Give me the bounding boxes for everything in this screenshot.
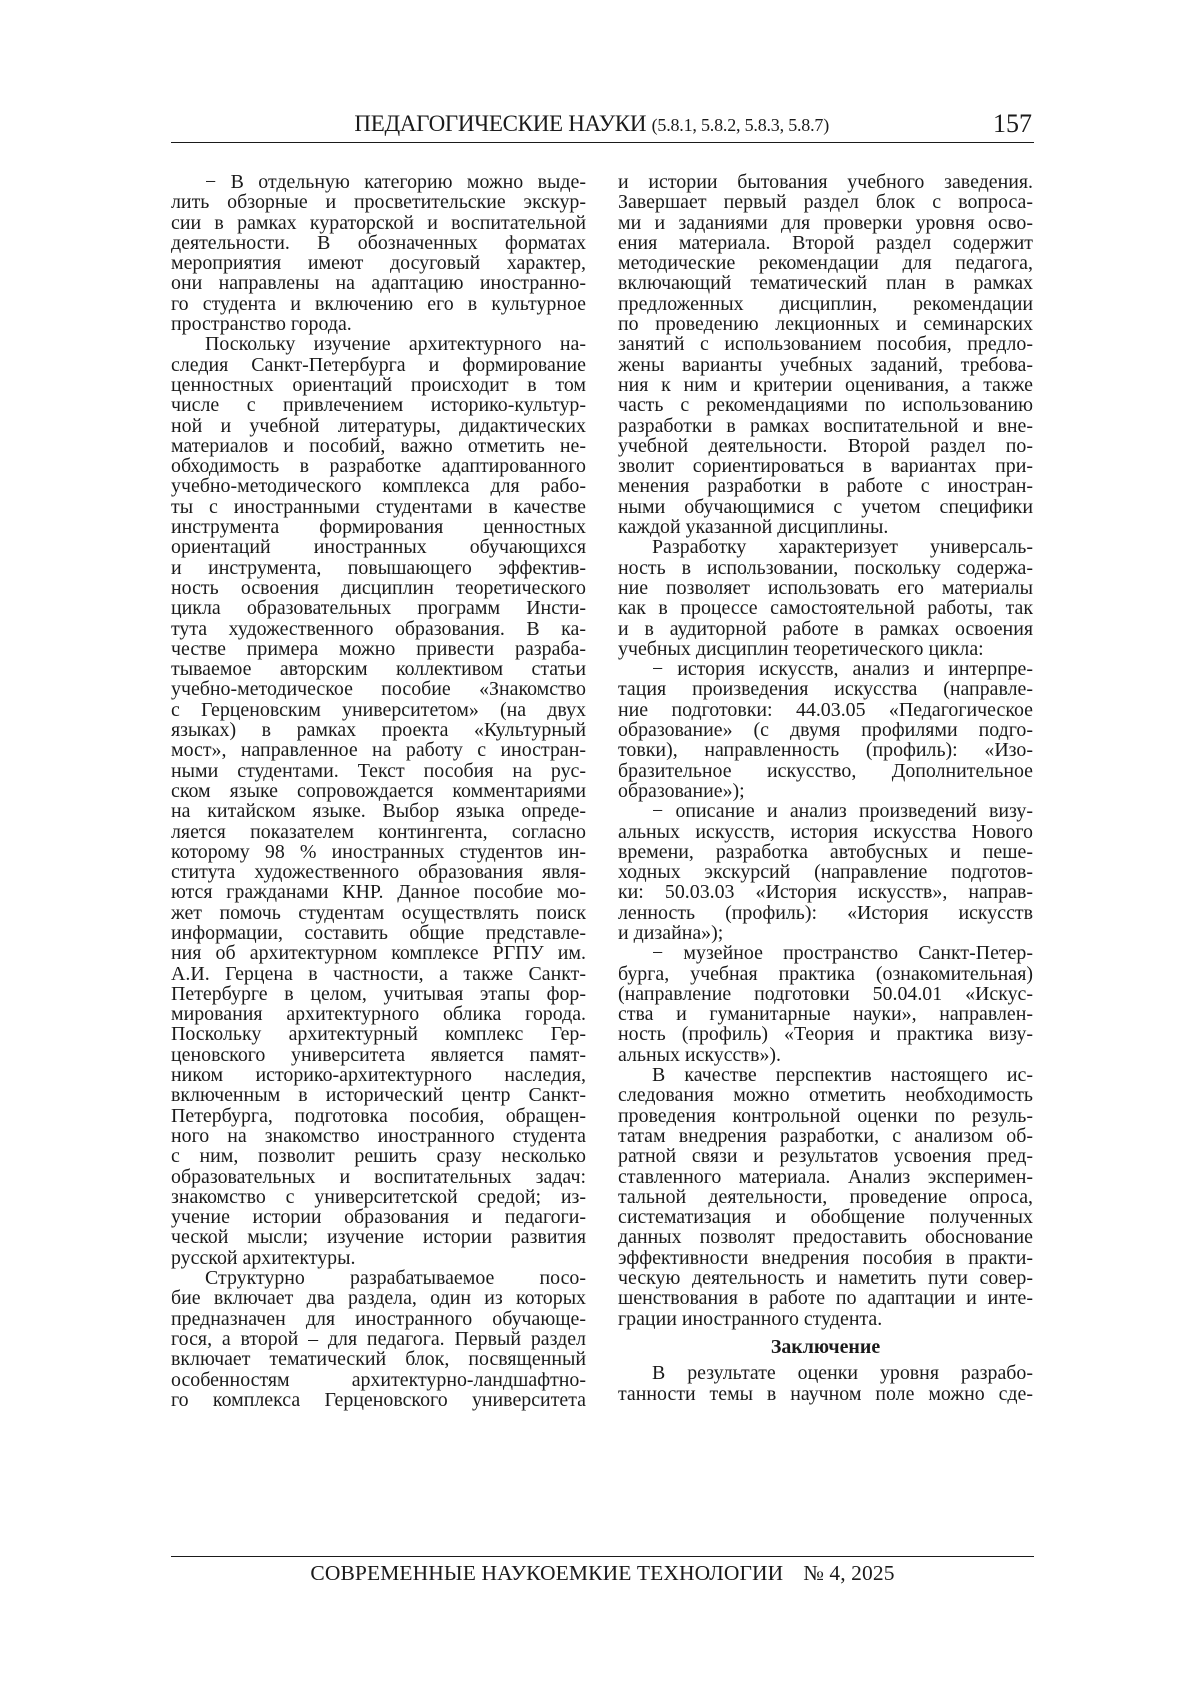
text-line: − описание и анализ произведений визу- — [652, 800, 1033, 823]
text-line: включает тематический блок, посвященный — [171, 1348, 586, 1371]
text-line: ты с иностранными студентами в качестве — [171, 495, 586, 518]
text-line: ском языке сопровождается комментариями — [171, 779, 586, 802]
text-line: Поскольку архитектурный комплекс Гер- — [171, 1023, 586, 1046]
text-line: А.И. Герцена в частности, а также Санкт- — [171, 962, 586, 985]
paragraph — [618, 659, 1033, 801]
header-section-codes: (5.8.1, 5.8.2, 5.8.3, 5.8.7) — [651, 115, 829, 135]
text-line: образование»); — [618, 779, 745, 802]
text-line: языках) в рамках проекта «Культурный — [171, 719, 586, 742]
text-line: занятий с использованием пособия, предло- — [618, 333, 1033, 356]
text-line: деятельности. В обозначенных форматах — [171, 231, 586, 254]
text-line: ность освоения дисциплин теоретического — [171, 576, 586, 599]
text-line: знакомство с университетской средой; из- — [171, 1185, 586, 1208]
text-line: ность в использовании, поскольку содержа- — [618, 556, 1033, 579]
text-line: альных искусств, история искусства Нового — [618, 820, 1033, 843]
text-line: ми и заданиями для проверки уровня осво- — [618, 211, 1033, 234]
text-line: бразительное искусство, Дополнительное — [618, 759, 1033, 782]
text-line: ки: 50.03.03 «История искусств», направ- — [618, 881, 1033, 904]
text-line: грации иностранного студента. — [618, 1307, 883, 1330]
text-line: на китайском языке. Выбор языка опреде- — [171, 800, 586, 823]
text-line: и в аудиторной работе в рамках освоения — [618, 617, 1033, 640]
text-line: − В отдельную категорию можно выде- — [205, 171, 586, 193]
footer-issue-number: № 4, 2025 — [803, 1561, 895, 1585]
text-line: Поскольку изучение архитектурного на- — [205, 333, 586, 356]
text-line: включенным в исторический центр Санкт- — [171, 1084, 586, 1107]
text-line: данных позволят предоставить обоснование — [618, 1226, 1033, 1249]
page-number: 157 — [993, 109, 1032, 138]
text-line: которому 98 % иностранных студентов ин- — [171, 840, 586, 863]
text-line: часть с рекомендациями по использованию — [618, 394, 1033, 417]
text-line: ходных экскурсий (направление подготов- — [618, 861, 1033, 884]
text-line: ние позволяет использовать его материалы — [618, 576, 1033, 599]
text-line: ства и гуманитарные науки», направлен- — [618, 1003, 1033, 1026]
text-line: ценностных ориентаций происходит в том — [171, 373, 586, 396]
text-line: и дизайна»); — [618, 921, 724, 944]
text-line: ценовского университета является памят- — [171, 1043, 586, 1066]
text-line: обходимость в разработке адаптированного — [171, 455, 586, 478]
text-line: ляется показателем контингента, согласно — [171, 820, 586, 843]
text-line: В качестве перспектив настоящего ис- — [652, 1064, 1033, 1087]
paragraph — [618, 801, 1033, 943]
text-line: мирования архитектурного облика города. — [171, 1003, 586, 1026]
text-line: информации, составить общие представле- — [171, 921, 586, 944]
text-line: эффективности внедрения пособия в практи- — [618, 1246, 1033, 1269]
text-line: Петербурга, подготовка пособия, обращен- — [171, 1104, 586, 1127]
text-line: с Герценовским университетом» (на двух — [171, 698, 586, 721]
text-line: цикла образовательных программ Инсти- — [171, 597, 586, 620]
text-line: альных искусств»). — [618, 1043, 782, 1066]
text-line: лить обзорные и просветительские экскур- — [171, 191, 586, 214]
text-line: ются гражданами КНР. Данное пособие мо- — [171, 881, 586, 904]
paragraph — [618, 943, 1033, 1065]
text-line: предложенных дисциплин, рекомендации — [618, 292, 1033, 315]
text-line: шенствования в работе по адаптации и инте- — [618, 1287, 1033, 1310]
text-line: ного на знакомство иностранного студента — [171, 1124, 586, 1147]
text-line: бие включает два раздела, один из которых — [171, 1287, 586, 1310]
text-line: времени, разработка автобусных и пеше- — [618, 840, 1033, 863]
text-line: методические рекомендации для педагога, — [618, 252, 1033, 275]
text-line: Петербурге в целом, учитывая этапы фор- — [171, 982, 586, 1005]
text-line: − история искусств, анализ и интерпре- — [652, 658, 1033, 681]
paragraph — [618, 1065, 1033, 1329]
text-line: товки), направленность (профиль): «Изо- — [618, 739, 1033, 762]
text-line: ние подготовки: 44.03.05 «Педагогическое — [618, 698, 1033, 721]
text-line: ния к ним и критерии оценивания, а также — [618, 373, 1033, 396]
text-line: честве примера можно привести разраба- — [171, 637, 586, 660]
text-line: бурга, учебная практика (ознакомительная) — [618, 962, 1033, 985]
text-line: мероприятия имеют досуговый характер, — [171, 252, 586, 275]
text-line: по проведению лекционных и семинарских — [618, 313, 1033, 336]
text-line: русской архитектуры. — [171, 1246, 356, 1269]
text-line: систематизация и обобщение полученных — [618, 1206, 1033, 1229]
text-line: ческую деятельность и наметить пути совер- — [618, 1267, 1033, 1290]
text-line: учебных дисциплин теоретического цикла: — [618, 637, 984, 660]
text-line: мост», направленное на работу с иностран- — [171, 739, 586, 762]
text-line: ратной связи и результатов усвоения пред- — [618, 1145, 1033, 1168]
text-line: тация произведения искусства (направле- — [618, 678, 1033, 701]
text-line: как в процессе самостоятельной работы, так — [618, 597, 1033, 620]
text-line: ния об архитектурном комплексе РГПУ им. — [171, 942, 586, 965]
running-header — [171, 110, 1034, 143]
text-line: следования можно отметить необходимость — [618, 1084, 1033, 1107]
text-line: инструмента формирования ценностных — [171, 516, 586, 539]
text-line: ными обучающимися с учетом специфики — [618, 495, 1033, 518]
text-line: гося, а второй – для педагога. Первый раздел — [171, 1327, 586, 1350]
text-line: В результате оценки уровня разрабо- — [652, 1362, 1033, 1385]
left-text-column — [171, 172, 586, 1410]
text-line: Завершает первый раздел блок с вопроса- — [618, 191, 1033, 214]
text-line: ставленного материала. Анализ эксперимен- — [618, 1165, 1033, 1188]
text-line: жены варианты учебных заданий, требова- — [618, 353, 1033, 376]
text-line: ником историко-архитектурного наследия, — [171, 1064, 586, 1087]
text-line: ной и учебной литературы, дидактических — [171, 414, 586, 437]
text-line: ориентаций иностранных обучающихся — [171, 536, 586, 559]
paragraph — [171, 334, 586, 1268]
text-line: ения материала. Второй раздел содержит — [618, 231, 1033, 254]
text-line: особенностям архитектурно-ландшафтно- — [171, 1368, 586, 1391]
right-text-column — [618, 172, 1033, 1404]
text-line: жет помочь студентам осуществлять поиск — [171, 901, 586, 924]
text-line: учебно-методического комплекса для рабо- — [171, 475, 586, 498]
text-line: числе с привлечением историко-культур- — [171, 394, 586, 417]
text-line: тута художественного образования. В ка- — [171, 617, 586, 640]
text-line: и инструмента, повышающего эффектив- — [171, 556, 586, 579]
text-line: сии в рамках кураторской и воспитательной — [171, 211, 586, 234]
header-section-name: ПЕДАГОГИЧЕСКИЕ НАУКИ — [354, 111, 647, 136]
text-line: го комплекса Герценовского университета — [171, 1388, 586, 1411]
text-line: следия Санкт-Петербурга и формирование — [171, 353, 586, 376]
text-line: материалов и пособий, важно отметить не- — [171, 434, 586, 457]
text-line: предназначен для иностранного обучающе- — [171, 1307, 586, 1330]
text-line: (направление подготовки 50.04.01 «Искус- — [618, 982, 1033, 1005]
text-line: ность (профиль) «Теория и практика визу- — [618, 1023, 1033, 1046]
text-line: образование» (с двумя профилями подго- — [618, 719, 1033, 742]
text-line: го студента и включению его в культурное — [171, 292, 586, 315]
text-line: ческой мысли; изучение истории развития — [171, 1226, 586, 1249]
text-line: татам внедрения разработки, с анализом об- — [618, 1124, 1033, 1147]
text-line: танности темы в научном поле можно сде- — [618, 1382, 1033, 1405]
paragraph — [618, 537, 1033, 659]
text-line: ленность (профиль): «История искусств — [618, 901, 1033, 924]
text-line: Разработку характеризует универсаль- — [652, 536, 1033, 559]
text-line: тываемое авторским коллективом статьи — [171, 658, 586, 681]
text-line: − музейное пространство Санкт-Петер- — [652, 942, 1033, 965]
text-line: учебной деятельности. Второй раздел по- — [618, 434, 1033, 457]
text-line: ными студентами. Текст пособия на рус- — [171, 759, 586, 782]
text-line: зволит сориентироваться в вариантах при- — [618, 455, 1033, 478]
running-footer — [171, 1556, 1034, 1586]
text-line: проведения контрольной оценки по резуль- — [618, 1104, 1033, 1127]
text-line: ститута художественного образования явля- — [171, 861, 586, 884]
text-line: пространство города. — [171, 313, 352, 336]
text-line: включающий тематический план в рамках — [618, 272, 1033, 295]
text-line: разработки в рамках воспитательной и вне- — [618, 414, 1033, 437]
paragraph — [171, 172, 586, 334]
text-line: учебно-методическое пособие «Знакомство — [171, 678, 586, 701]
paragraph — [171, 1268, 586, 1410]
paragraph — [618, 172, 1033, 537]
text-line: они направлены на адаптацию иностранно- — [171, 272, 586, 295]
text-line: каждой указанной дисциплины. — [618, 516, 889, 539]
footer-journal-title: СОВРЕМЕННЫЕ НАУКОЕМКИЕ ТЕХНОЛОГИИ — [310, 1561, 784, 1585]
header-section-title — [354, 111, 829, 137]
text-line: и истории бытования учебного заведения. — [618, 171, 1033, 193]
text-line: с ним, позволит решить сразу несколько — [171, 1145, 586, 1168]
text-line: учение истории образования и педагоги- — [171, 1206, 586, 1229]
section-heading: Заключение — [770, 1335, 881, 1358]
text-line: Структурно разрабатываемое посо- — [205, 1267, 586, 1290]
text-line: тальной деятельности, проведение опроса, — [618, 1185, 1033, 1208]
paragraph — [618, 1363, 1033, 1404]
text-line: менения разработки в работе с иностран- — [618, 475, 1033, 498]
text-line: образовательных и воспитательных задач: — [171, 1165, 586, 1188]
